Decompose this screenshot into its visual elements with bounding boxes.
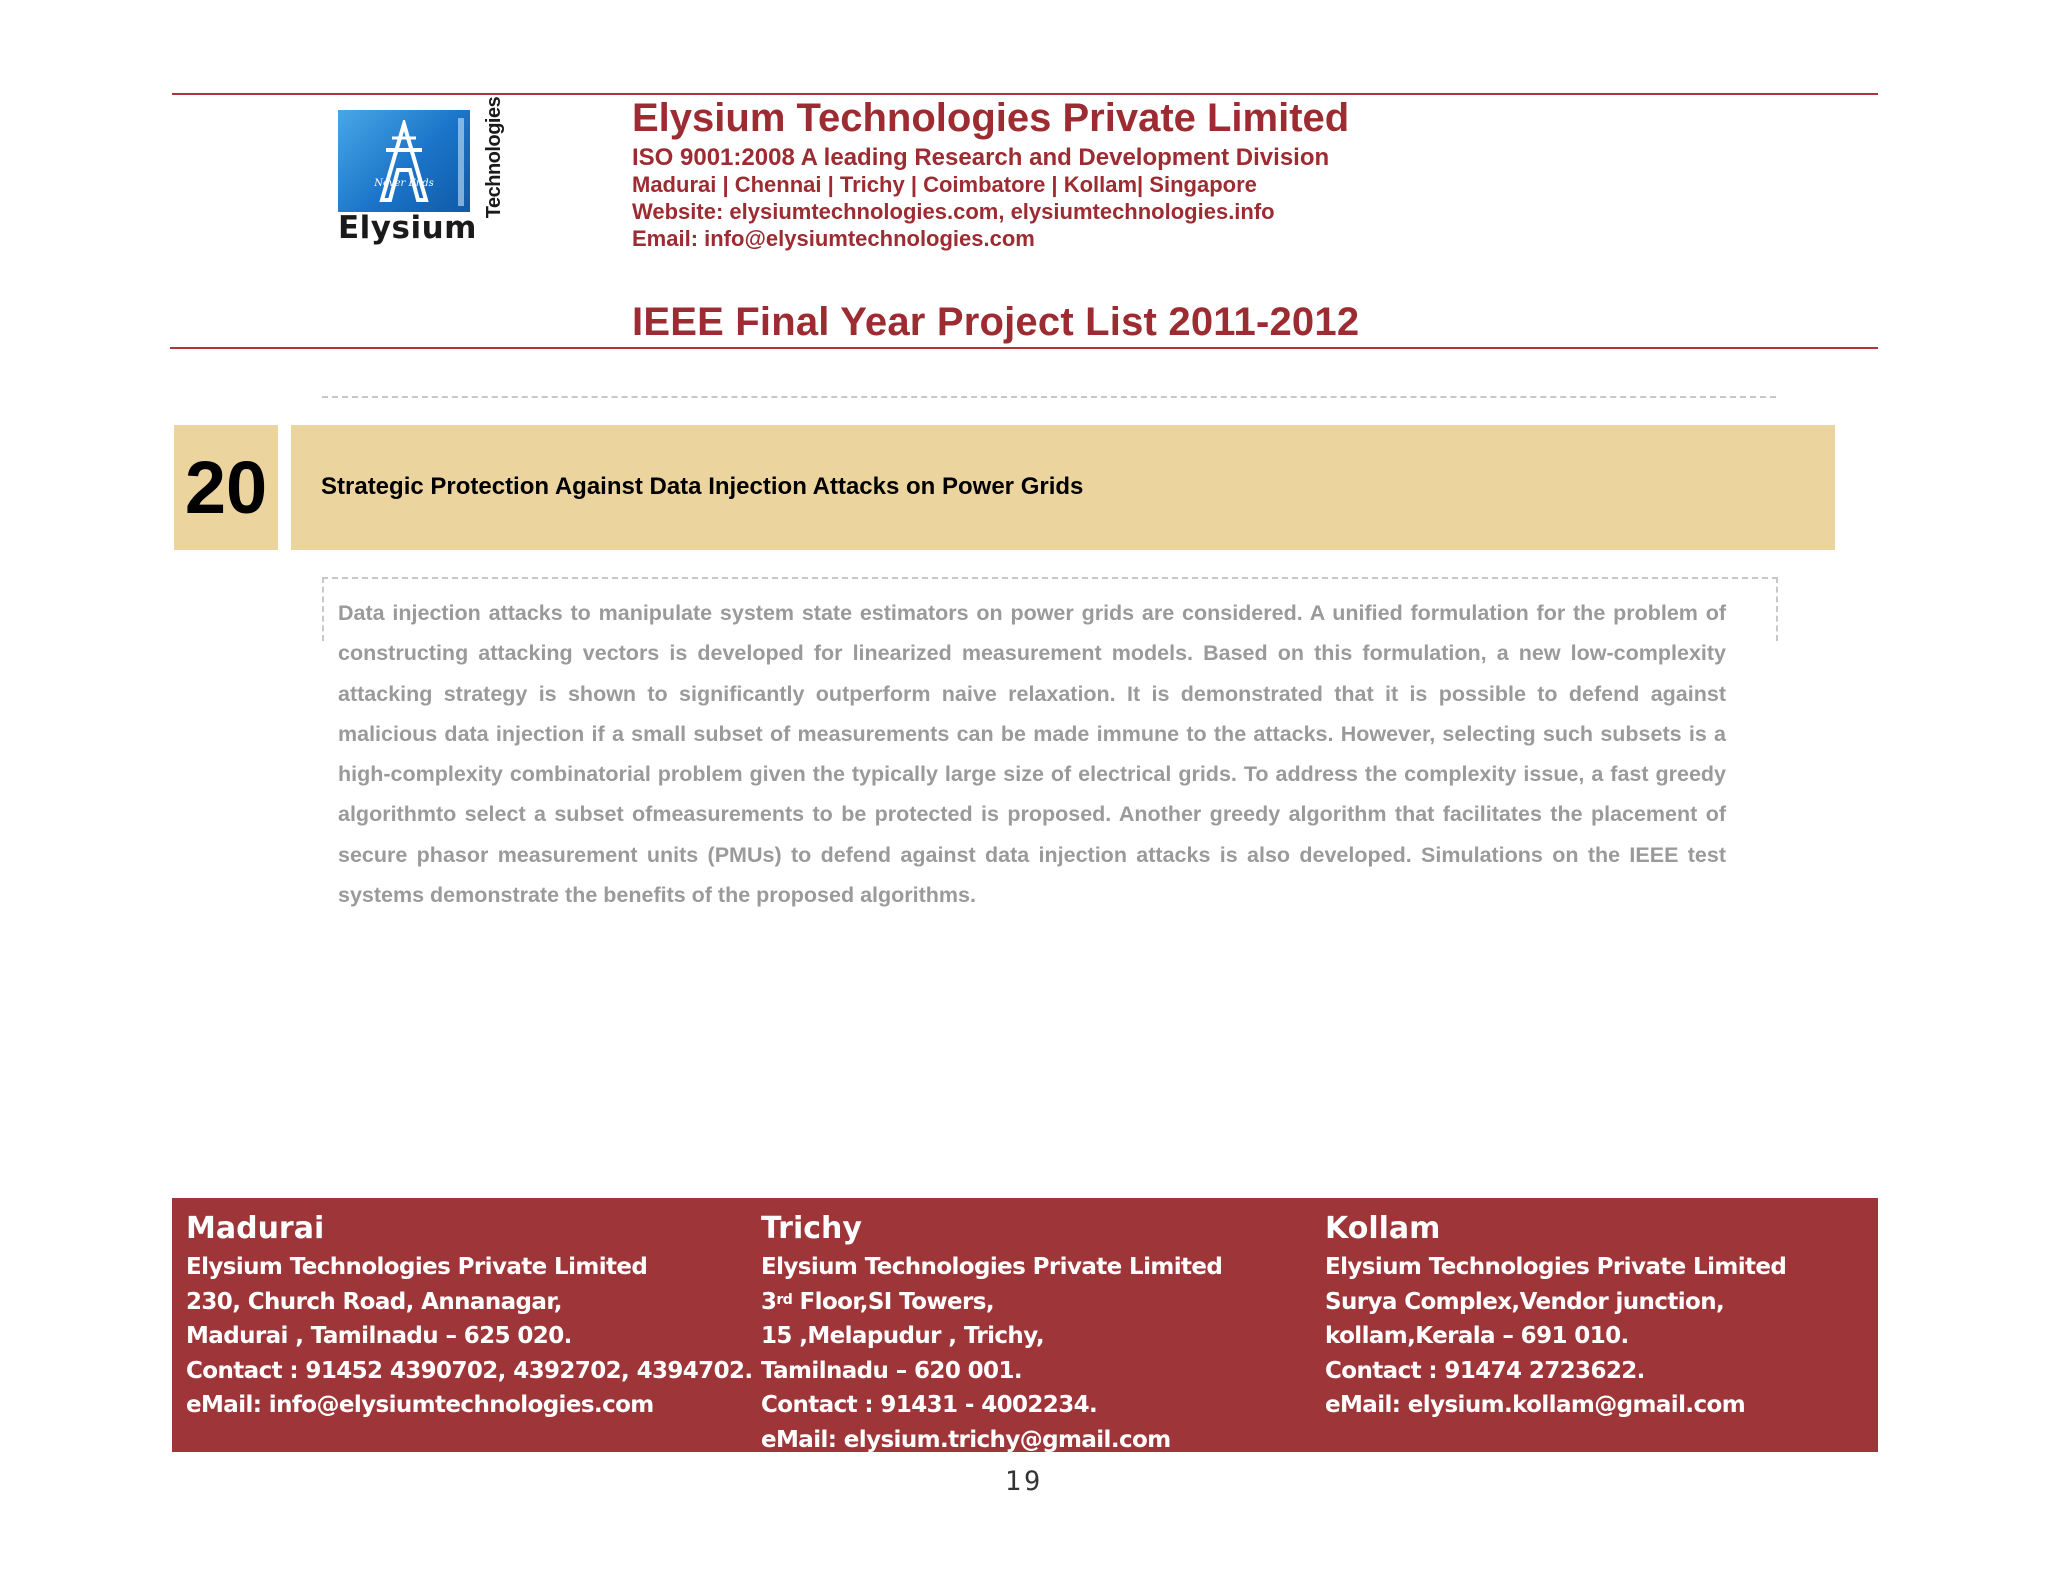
footer-address: 230, Church Road, Annanagar, [186,1288,562,1315]
logo-wordmark: Elysium [338,210,477,246]
footer-address [761,1285,1222,1320]
header-bottom-rule [170,347,1878,349]
project-list-title: IEEE Final Year Project List 2011-2012 [632,300,1360,344]
logo-vertical-label: Technologies [483,96,506,219]
tower-icon [364,120,444,204]
floor-ordinal: rd [776,1291,793,1308]
footer-address: Madurai , Tamilnadu – 625 020. [186,1323,572,1350]
company-logo [338,96,508,246]
logo-emblem [338,110,470,212]
footer-contact: Contact : 91431 - 4002234. [761,1392,1098,1419]
footer-city-trichy: Trichy [761,1211,862,1246]
project-title-bar [291,425,1835,550]
dashed-divider [322,396,1776,398]
footer-kollam [1325,1198,1786,1423]
footer-city-kollam: Kollam [1325,1211,1441,1246]
project-number: 20 [184,446,268,529]
footer-contact: Contact : 91474 2723622. [1325,1357,1645,1384]
footer-address: Tamilnadu – 620 001. [761,1357,1022,1384]
footer-email: eMail: elysium.trichy@gmail.com [761,1426,1171,1453]
cities-line: Madurai | Chennai | Trichy | Coimbatore | Kollam| Singapore [632,172,1257,197]
footer-contacts [172,1198,1878,1452]
project-abstract: Data injection attacks to manipulate system state estimators on power grids are considered. A unified formulation for the problem of constructing attacking vectors is developed for linearized measurement models. Based on this formulation, a new low-complexity attacking strategy is shown to significantly outperform naive relaxation. It is demonstrated that it is possible to defend against malicious data injection if a small subset of measurements can be made immune to the attacks. However, selecting such subsets is a high-complexity combinatorial problem given the typically large size of electrical grids. To address the complexity issue, a fast greedy algorithmto select a subset ofmeasurements to be protected is proposed. Another greedy algorithm that facilitates the placement of secure phasor measurement units (PMUs) to defend against data injection attacks is also developed. Simulations on the IEEE test systems demonstrate the benefits of the proposed algorithms. [338,601,1726,908]
footer-city-madurai: Madurai [186,1211,325,1246]
header-top-rule [172,93,1878,95]
logo-stripe [458,118,464,206]
iso-line: ISO 9001:2008 A leading Research and Development Division [632,144,1330,171]
footer-madurai [186,1198,753,1423]
footer-address: 15 ,Melapudur , Trichy, [761,1323,1044,1350]
footer-address: Surya Complex,Vendor junction, [1325,1288,1725,1315]
footer-company: Elysium Technologies Private Limited [1325,1254,1787,1280]
footer-trichy [761,1198,1222,1458]
project-number-box [174,425,278,550]
email-line: Email: info@elysiumtechnologies.com [632,226,1035,251]
logo-vertical-text [472,96,506,219]
floor-number: 3 [761,1288,777,1315]
floor-rest: Floor,SI Towers, [792,1288,995,1315]
page-number: 19 [1004,1466,1044,1497]
website-line: Website: elysiumtechnologies.com, elysiumtechnologies.info [632,199,1275,224]
logo-tagline: Never Ends [374,178,434,189]
company-name: Elysium Technologies Private Limited [632,96,1350,140]
footer-email: eMail: elysium.kollam@gmail.com [1325,1392,1746,1419]
project-title: Strategic Protection Against Data Injection Attacks on Power Grids [321,473,1084,500]
footer-contact: Contact : 91452 4390702, 4392702, 4394702. [186,1357,753,1384]
footer-company: Elysium Technologies Private Limited [186,1254,648,1280]
footer-address: kollam,Kerala – 691 010. [1325,1323,1629,1350]
footer-company: Elysium Technologies Private Limited [761,1254,1223,1280]
footer-email: eMail: info@elysiumtechnologies.com [186,1392,654,1419]
